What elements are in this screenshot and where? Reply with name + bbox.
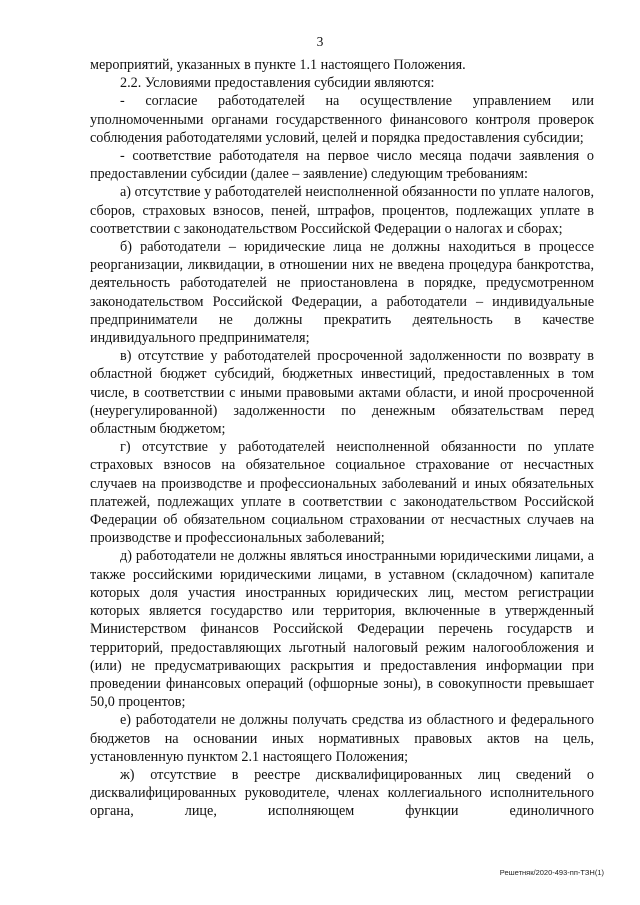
- paragraph-item-a: а) отсутствие у работодателей неисполненной обязанности по уплате налогов, сборов, страховых взносов, пеней, штрафов, процентов, подлежащих уплате в соответствии с законодательством Российской Федерации о налогах и сборах;: [90, 184, 594, 237]
- paragraph-continuation: мероприятий, указанных в пункте 1.1 настоящего Положения.: [90, 57, 466, 73]
- document-footer-code: Решетняк/2020-493-пп-ТЗН(1): [499, 868, 604, 877]
- paragraph-item-g: г) отсутствие у работодателей неисполненной обязанности по уплате страховых взносов на обязательное социальное страхование от несчастных случаев на производстве и профессиональных заболеваний и иных обязательных платежей, подлежащих уплате в соответствии с законодательством Российской Федерации об обязательном социальном страховании от несчастных случаев на производстве и профессиональных заболеваний;: [90, 439, 594, 547]
- paragraph-consent: - согласие работодателей на осуществление управлением или уполномоченными органами государственного финансового контроля проверок соблюдения работодателями условий, целей и порядка предоставления субсидии;: [90, 93, 594, 146]
- section-heading-2-2: 2.2. Условиями предоставления субсидии являются:: [120, 75, 435, 92]
- document-body: [90, 56, 594, 821]
- paragraph-item-d: д) работодатели не должны являться иностранными юридическими лицами, а также российскими юридическими лицами, в уставном (складочном) капитале которых доля участия иностранных юридических лиц, местом регистрации которых является государство или территория, включенные в утвержденный Министерством финансов Российской Федерации перечень государств и территорий, предоставляющих льготный налоговый режим налогообложения и (или) не предусматривающих раскрытия и предоставления информации при проведении финансовых операций (офшорные зоны), в совокупности превышает 50,0 процентов;: [90, 548, 594, 711]
- paragraph-item-e: е) работодатели не должны получать средства из областного и федерального бюджетов на основании иных нормативных правовых актов на цель, установленную пунктом 2.1 настоящего Положения;: [90, 712, 594, 765]
- paragraph-item-zh: ж) отсутствие в реестре дисквалифицированных лиц сведений о дисквалифицированных руководителе, членах коллегиального исполнительного органа, лице, исполняющем функции единоличного: [90, 766, 594, 820]
- page-number: 3: [316, 34, 324, 49]
- paragraph-item-v: в) отсутствие у работодателей просроченной задолженности по возврату в областной бюджет субсидий, бюджетных инвестиций, предоставленных в том числе, в соответствии с иными правовыми актами области, и иной просроченной (неурегулированной) задолженности по денежным обязательствам перед областным бюджетом;: [90, 348, 594, 438]
- paragraph-item-b: б) работодатели – юридические лица не должны находиться в процессе реорганизации, ликвидации, в отношении них не введена процедура банкротства, деятельность работодателей не приостановлена в порядке, предусмотренном законодательством Российской Федерации, а работодатели – индивидуальные предприниматели не должны прекратить деятельность в качестве индивидуального предпринимателя;: [90, 239, 594, 347]
- paragraph-requirements-intro: - соответствие работодателя на первое число месяца подачи заявления о предоставлении субсидии (далее – заявление) следующим требованиям:: [90, 148, 594, 183]
